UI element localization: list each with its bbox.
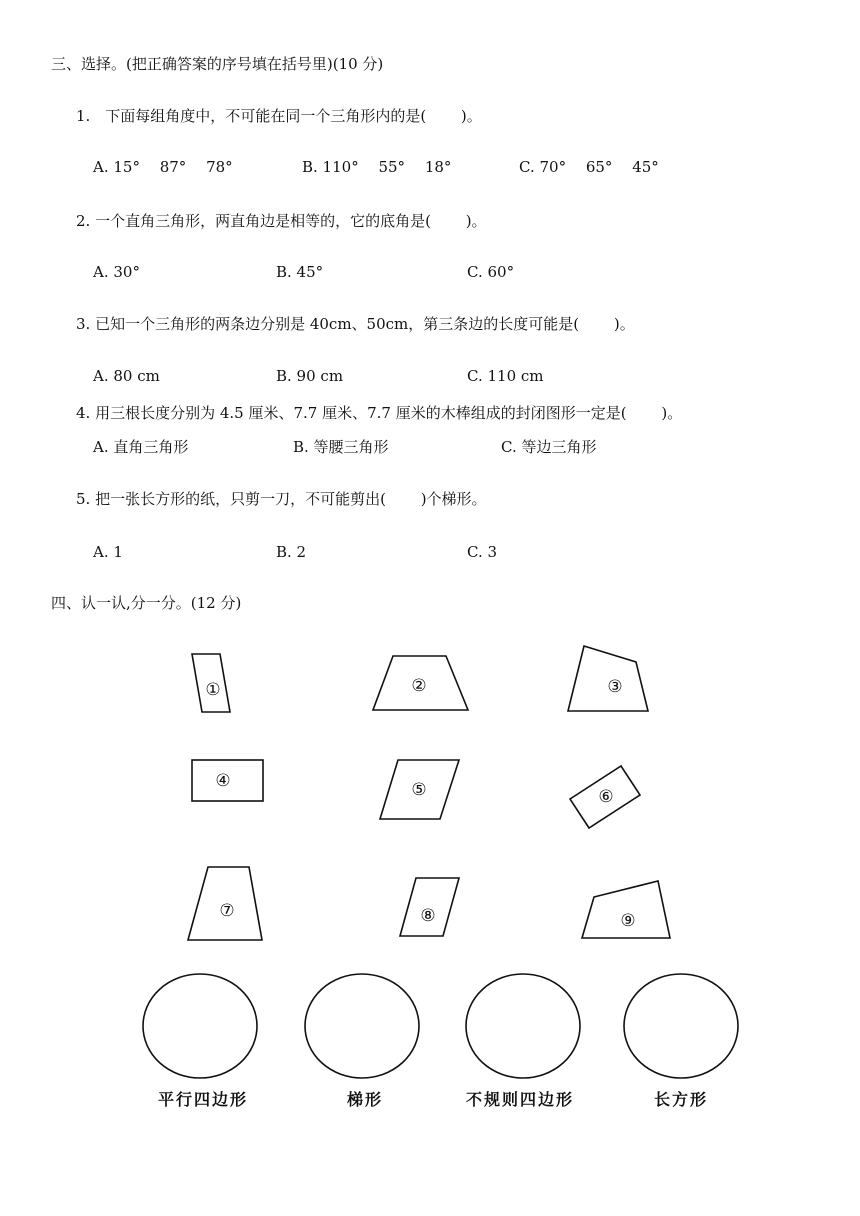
q3-option-a: A. 80 cm	[93, 367, 160, 385]
question-4-stem: 4. 用三根长度分别为 4.5 厘米、7.7 厘米、7.7 厘米的木棒组成的封闭图形一定是( )。	[76, 404, 683, 422]
q4-option-a: A. 直角三角形	[93, 438, 189, 456]
q3-option-b: B. 90 cm	[276, 367, 344, 385]
q5-option-b: B. 2	[276, 543, 307, 561]
shape-label-1: ①	[205, 680, 221, 700]
q2-option-b: B. 45°	[276, 263, 324, 281]
shape-label-4: ④	[215, 771, 231, 791]
shape-label-8: ⑧	[420, 906, 436, 926]
question-2-stem: 2. 一个直角三角形，两直角边是相等的，它的底角是( )。	[76, 212, 487, 230]
category-circle-3	[466, 974, 580, 1078]
question-3-stem: 3. 已知一个三角形的两条边分别是 40cm、50cm，第三条边的长度可能是( )。	[76, 315, 635, 333]
q4-option-c: C. 等边三角形	[501, 438, 597, 456]
category-circle-2	[305, 974, 419, 1078]
q1-option-a: A. 15° 87° 78°	[93, 158, 233, 176]
category-circle-1	[143, 974, 257, 1078]
question-1-stem: 1. 下面每组角度中，不可能在同一个三角形内的是( )。	[76, 107, 482, 125]
q2-option-c: C. 60°	[467, 263, 515, 281]
shape-label-5: ⑤	[411, 780, 427, 800]
category-circle-4	[624, 974, 738, 1078]
shape-label-2: ②	[411, 676, 427, 696]
shape-label-9: ⑨	[620, 911, 636, 931]
q1-option-b: B. 110° 55° 18°	[302, 158, 452, 176]
q5-option-a: A. 1	[93, 543, 123, 561]
shape-label-7: ⑦	[219, 901, 235, 921]
shape-label-6: ⑥	[598, 787, 614, 807]
category-label-rectangle: 长方形	[654, 1090, 709, 1109]
shape-label-3: ③	[607, 677, 623, 697]
q2-option-a: A. 30°	[93, 263, 140, 281]
q3-option-c: C. 110 cm	[467, 367, 544, 385]
q5-option-c: C. 3	[467, 543, 498, 561]
category-label-irregular-quadrilateral: 不规则四边形	[466, 1090, 575, 1109]
category-label-trapezoid: 梯形	[347, 1090, 384, 1109]
category-label-parallelogram: 平行四边形	[158, 1090, 249, 1109]
question-5-stem: 5. 把一张长方形的纸，只剪一刀，不可能剪出( )个梯形。	[76, 490, 487, 508]
section3-title: 三、选择。(把正确答案的序号填在括号里)(10 分)	[51, 55, 384, 73]
q4-option-b: B. 等腰三角形	[293, 438, 389, 456]
section4-title: 四、认一认,分一分。(12 分)	[51, 594, 242, 612]
q1-option-c: C. 70° 65° 45°	[519, 158, 659, 176]
